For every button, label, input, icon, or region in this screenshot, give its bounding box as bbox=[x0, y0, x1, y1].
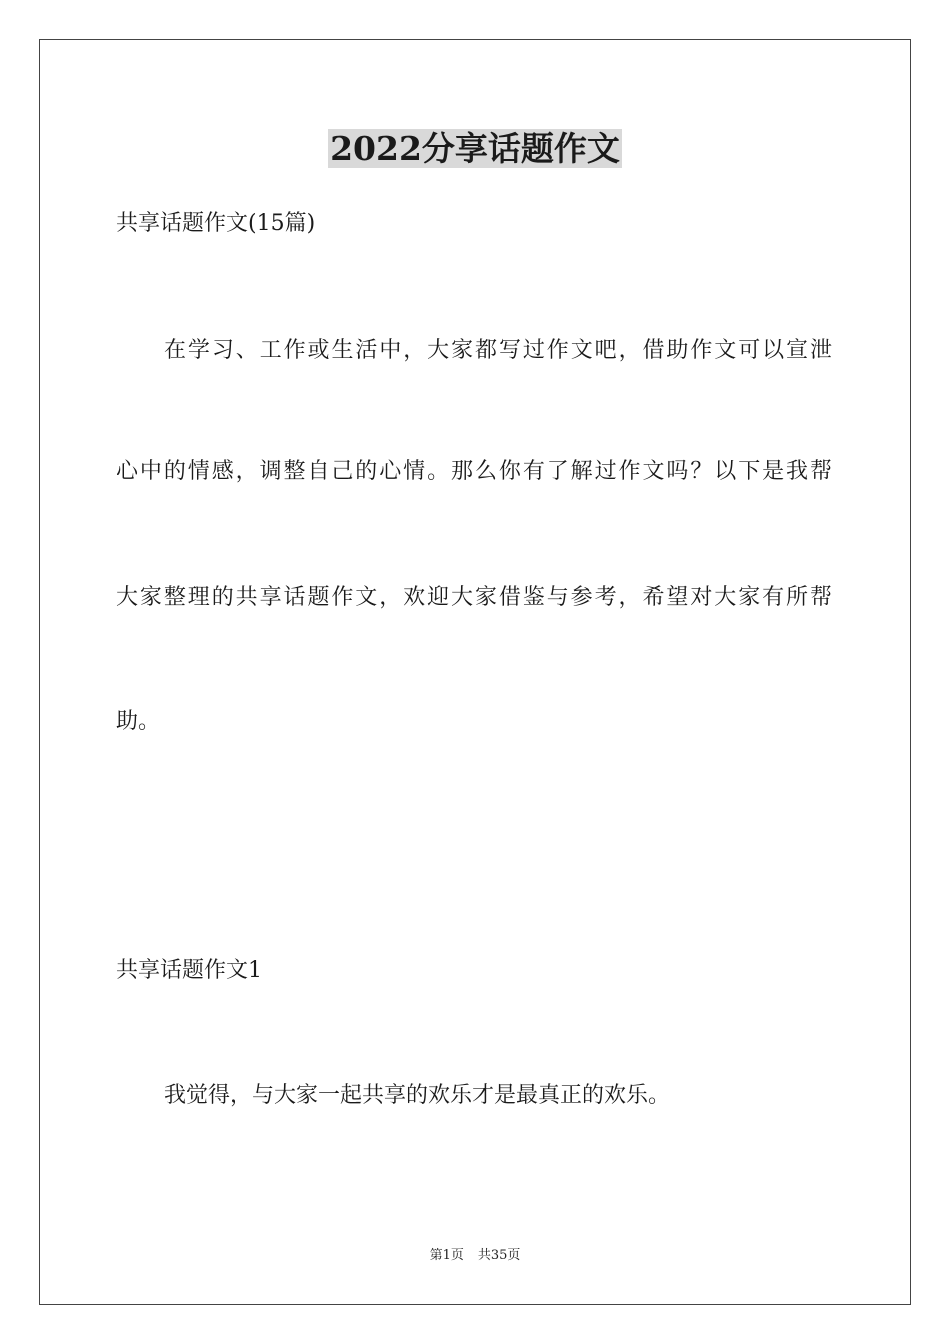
page-total: 共35页 bbox=[477, 1248, 521, 1263]
document-title-text: 2022分享话题作文 bbox=[330, 129, 620, 168]
section-first-line: 我觉得，与大家一起共享的欢乐才是最真正的欢乐。 bbox=[164, 1083, 671, 1108]
intro-line-2: 心中的情感，调整自己的心情。那么你有了解过作文吗？以下是我帮 bbox=[116, 459, 832, 484]
intro-line-1: 在学习、工作或生活中，大家都写过作文吧，借助作文可以宣泄 bbox=[164, 338, 832, 363]
page-footer bbox=[0, 1247, 950, 1265]
intro-line-3: 大家整理的共享话题作文，欢迎大家借鉴与参考，希望对大家有所帮 bbox=[116, 585, 832, 610]
document-title bbox=[0, 126, 950, 172]
section-heading: 共享话题作文1 bbox=[116, 958, 262, 983]
intro-line-4: 助。 bbox=[116, 709, 161, 734]
document-subtitle: 共享话题作文(15篇) bbox=[116, 211, 316, 236]
page-number: 第1页 bbox=[429, 1248, 464, 1263]
